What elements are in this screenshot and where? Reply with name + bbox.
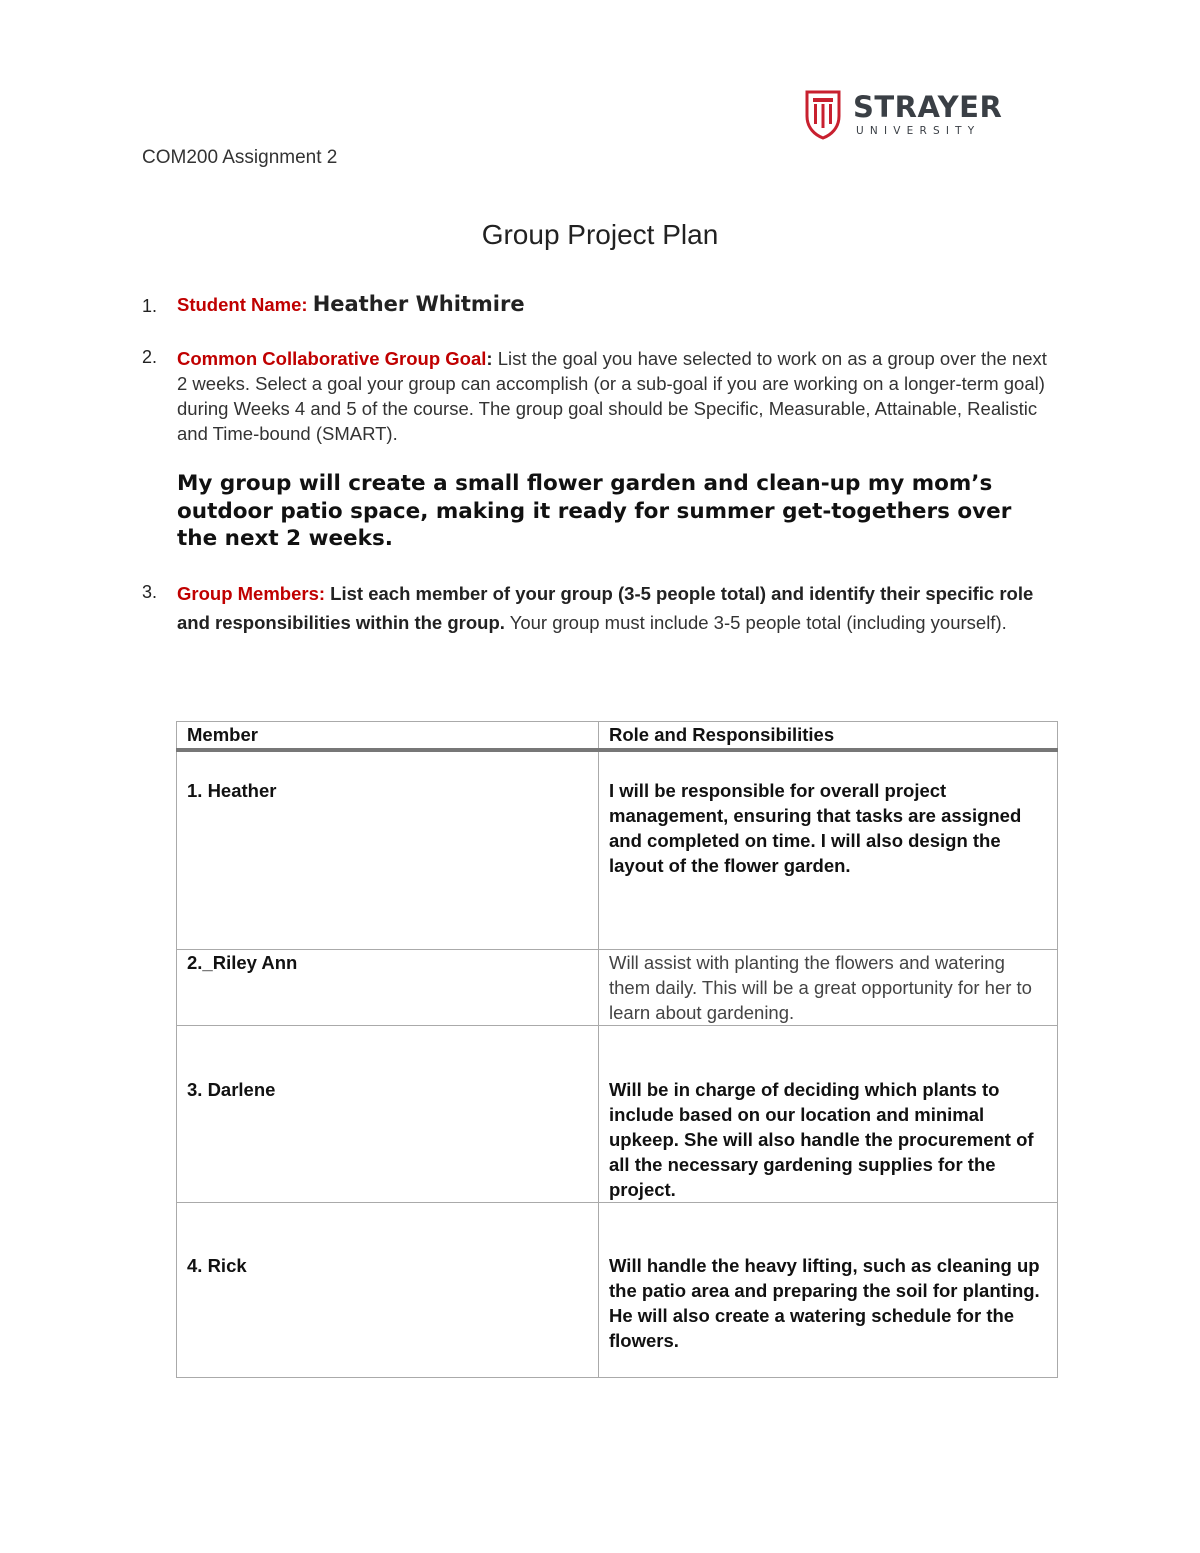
group-members-instructions bbox=[177, 580, 1057, 637]
member-cell: 4. Rick bbox=[177, 1202, 599, 1377]
table-row bbox=[177, 1202, 1058, 1377]
role-cell: Will assist with planting the flowers and watering them daily. This will be a great opportunity for her to learn about gardening. bbox=[599, 949, 1058, 1025]
group-goal-label: Common Collaborative Group Goal bbox=[177, 348, 487, 369]
role-cell: Will be in charge of deciding which plants to include based on our location and minimal upkeep. She will also handle the procurement of all the necessary gardening supplies for the project. bbox=[599, 1025, 1058, 1202]
logo-subtitle: UNIVERSITY bbox=[856, 125, 981, 137]
shield-icon bbox=[805, 90, 841, 140]
student-name-value: Heather Whitmire bbox=[312, 292, 525, 316]
header-role: Role and Responsibilities bbox=[599, 722, 1058, 751]
group-goal-colon: : bbox=[486, 348, 493, 369]
table-row bbox=[177, 949, 1058, 1025]
student-name-label: Student Name: bbox=[177, 294, 308, 315]
strayer-logo bbox=[805, 90, 1015, 142]
member-cell: 1. Heather bbox=[177, 750, 599, 949]
role-cell: I will be responsible for overall project management, ensuring that tasks are assigned and completed on time. I will also design the layout of the flower garden. bbox=[599, 750, 1058, 949]
group-members-text: Your group must include 3-5 people total (including yourself). bbox=[504, 611, 1007, 633]
table-header-row bbox=[177, 722, 1058, 751]
course-label: COM200 Assignment 2 bbox=[142, 147, 338, 168]
table-row bbox=[177, 1025, 1058, 1202]
document-title: Group Project Plan bbox=[481, 219, 719, 250]
item-number-2: 2. bbox=[142, 347, 158, 367]
role-cell: Will handle the heavy lifting, such as cleaning up the patio area and preparing the soil for planting. He will also create a watering schedule for the flowers. bbox=[599, 1202, 1058, 1377]
group-goal-instructions bbox=[177, 346, 1057, 446]
group-goal-text: List the goal you have selected to work on as a group over the next 2 weeks. Select a goal your group can accomplish (or a sub-goal if you are working on a longer-term goal) during Weeks 4 and 5 of the course. The group goal should be Specific, Measurable, Attainable, Realistic and Time-bound (SMART). bbox=[177, 348, 1047, 444]
header-member: Member bbox=[177, 722, 599, 751]
item-number-1: 1. bbox=[142, 296, 158, 316]
group-goal-answer: My group will create a small flower garden and clean-up my mom’s outdoor patio space, making it ready for summer get-togethers over the next 2 weeks. bbox=[177, 471, 1012, 551]
table-row bbox=[177, 750, 1058, 949]
members-table bbox=[176, 721, 1058, 1378]
group-members-bold-text: List each member of your group (3-5 people total) and identify their specific role and responsibilities within the group. bbox=[177, 583, 1034, 633]
item-number-3: 3. bbox=[142, 582, 158, 602]
group-members-label: Group Members: bbox=[177, 583, 326, 604]
student-name-line bbox=[177, 292, 525, 317]
member-cell: 3. Darlene bbox=[177, 1025, 599, 1202]
logo-wordmark: STRAYER bbox=[853, 90, 1003, 124]
member-cell: 2._Riley Ann bbox=[177, 949, 599, 1025]
